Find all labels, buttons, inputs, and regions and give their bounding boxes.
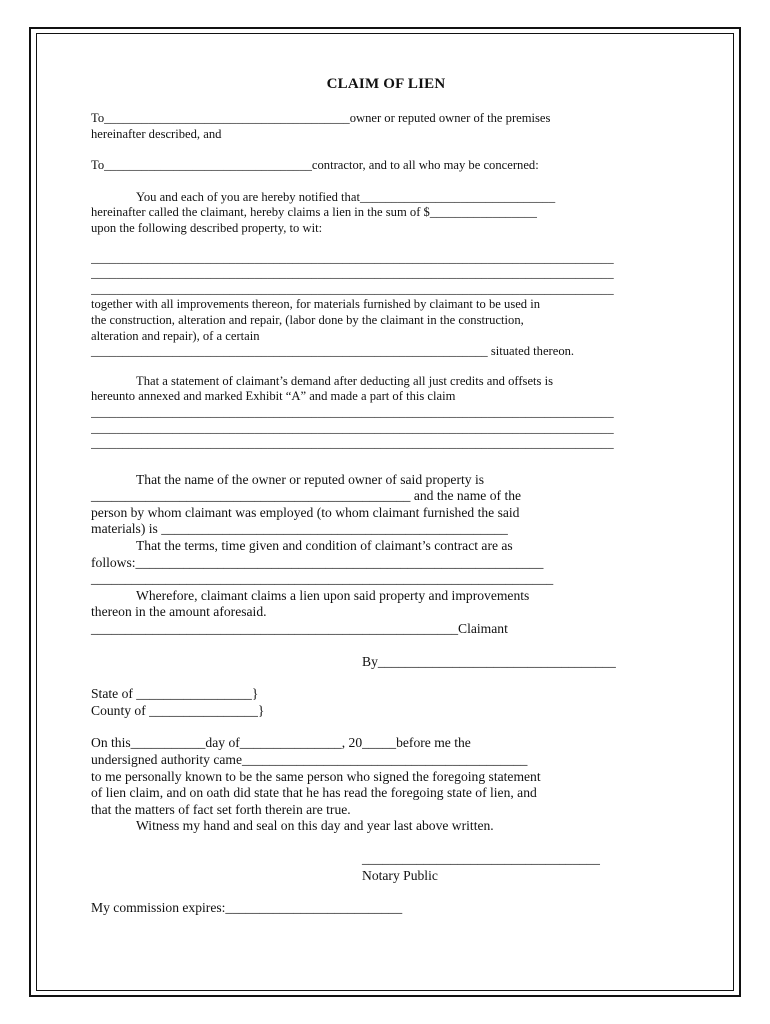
by-signature-line: By___________________________________ xyxy=(362,653,616,669)
witness-line: Witness my hand and seal on this day and year last above written. xyxy=(136,818,494,834)
blank-line: ___________________________________________________________________________________ xyxy=(91,404,614,419)
claimant-signature-line: ______________________________________________________Claimant xyxy=(91,621,508,637)
blank-line: ___________________________________________________________________________________ xyxy=(91,281,614,296)
on-this-line-2: undersigned authority came__________________________________________ xyxy=(91,752,528,767)
wherefore-paragraph xyxy=(91,588,681,638)
notary-label: Notary Public xyxy=(362,867,438,883)
wherefore-line-1: Wherefore, claimant claims a lien upon said property and improvements xyxy=(136,587,530,603)
statement-line-1: That a statement of claimant’s demand after deducting all just credits and offsets is xyxy=(136,373,553,388)
notary-block xyxy=(91,851,681,884)
owner-name-line-1: That the name of the owner or reputed owner of said property is xyxy=(136,471,485,487)
state-line: State of _________________} xyxy=(91,686,259,702)
wherefore-line-2: thereon in the amount aforesaid. xyxy=(91,604,267,620)
improvements-paragraph xyxy=(91,297,681,359)
claim-of-lien-document xyxy=(91,76,681,917)
owner-name-line-3: person by whom claimant was employed (to whom claimant furnished the said xyxy=(91,504,520,520)
to-contractor-line: To_________________________________contractor, and to all who may be concerned: xyxy=(91,158,539,173)
blank-line: ___________________________________________________________________________________ xyxy=(91,266,614,281)
acknowledgment-paragraph xyxy=(91,735,681,835)
notice-line-2: hereinafter called the claimant, hereby claims a lien in the sum of $_________________ xyxy=(91,205,537,220)
terms-line-3: ____________________________________________________________________ xyxy=(91,571,554,587)
improvements-line-1: together with all improvements thereon, for materials furnished by claimant to be used in xyxy=(91,297,541,312)
document-title: CLAIM OF LIEN xyxy=(326,76,446,92)
blank-line: ___________________________________________________________________________________ xyxy=(91,250,614,265)
on-this-line-4: of lien claim, and on oath did state that he has read the foregoing state of lien, and xyxy=(91,785,537,801)
venue-block xyxy=(91,686,681,719)
on-this-line-5: that the matters of fact set forth therein are true. xyxy=(91,801,351,817)
to-owner-line: To_______________________________________owner or reputed owner of the premises xyxy=(91,111,551,125)
terms-paragraph xyxy=(91,538,681,588)
property-description-blanks xyxy=(91,251,681,298)
owner-name-line-4: materials) is ___________________________________________________ xyxy=(91,521,508,537)
statement-paragraph xyxy=(91,374,681,452)
terms-line-2: follows:____________________________________________________________ xyxy=(91,554,544,570)
improvements-line-3: alteration and repair), of a certain xyxy=(91,328,260,343)
commission-expires-line: My commission expires:__________________________ xyxy=(91,900,403,916)
on-this-line-1: On this___________day of_______________, 20_____before me the xyxy=(91,735,471,751)
to-owner-continuation: hereinafter described, and xyxy=(91,126,222,141)
terms-line-1: That the terms, time given and condition of claimant’s contract are as xyxy=(136,538,513,554)
county-line: County of ________________} xyxy=(91,702,265,718)
statement-line-2: hereunto annexed and marked Exhibit “A” and made a part of this claim xyxy=(91,389,456,404)
on-this-line-3: to me personally known to be the same person who signed the foregoing statement xyxy=(91,768,541,784)
notice-paragraph xyxy=(91,190,681,237)
owner-name-line-2: _______________________________________________ and the name of the xyxy=(91,488,522,504)
owner-name-paragraph xyxy=(91,472,681,538)
notary-signature-line: ___________________________________ xyxy=(362,850,600,866)
situated-line: _______________________________________________________________ situated thereon. xyxy=(91,344,575,359)
blank-line: ___________________________________________________________________________________ xyxy=(91,436,614,451)
addressee-owner xyxy=(91,111,681,142)
improvements-line-2: the construction, alteration and repair, (labor done by the claimant in the construction, xyxy=(91,312,524,327)
blank-line: ___________________________________________________________________________________ xyxy=(91,420,614,435)
notice-line-3: upon the following described property, to wit: xyxy=(91,220,323,235)
notice-line-1: You and each of you are hereby notified that_______________________________ xyxy=(136,189,556,204)
